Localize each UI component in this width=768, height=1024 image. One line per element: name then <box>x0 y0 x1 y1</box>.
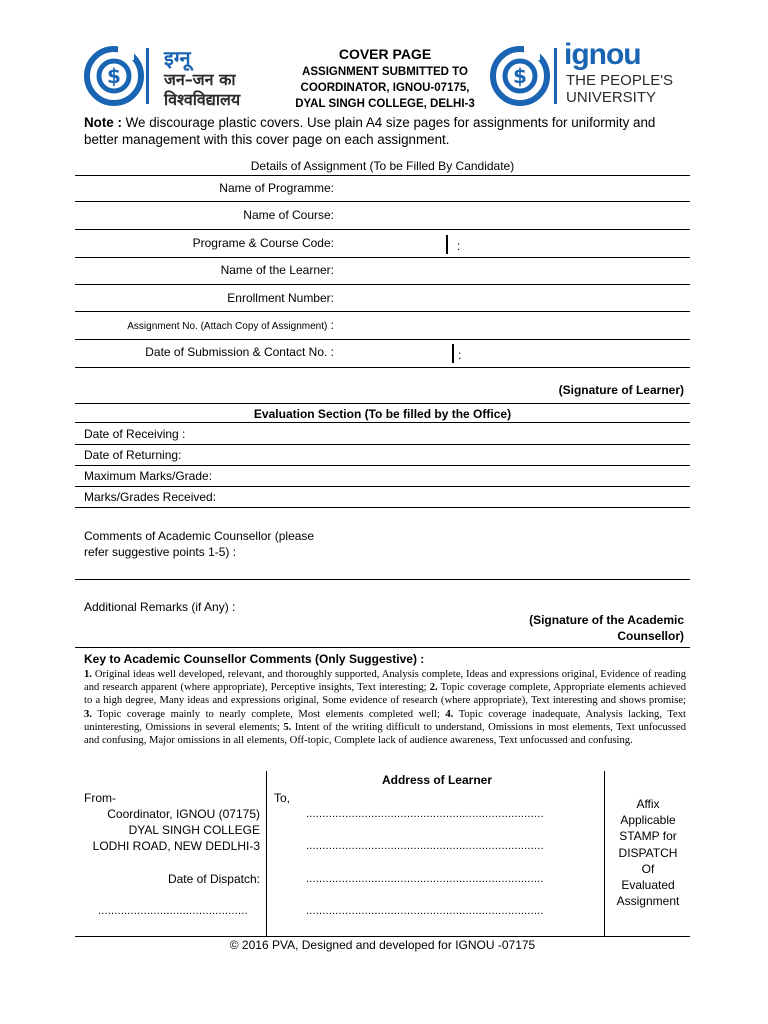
learner-address-heading: Address of Learner <box>381 773 493 787</box>
key-item-text: Topic coverage mainly to nearly complete, Most elements completed well; <box>91 708 446 720</box>
svg-text:$: $ <box>107 64 121 88</box>
footer-copyright: © 2016 PVA, Designed and developed for IGNOU -07175 <box>229 938 536 952</box>
key-items <box>84 668 686 747</box>
eval-row-max-marks: Maximum Marks/Grade: <box>84 469 213 483</box>
key-item-text: Original ideas well developed, relevant, and thoroughly supported, Analysis complete, Ideas and expressions original, Evidence of reading and research apparent (where appropriate), Perceptive insights, Text interesting; <box>84 669 686 694</box>
to-label: To, <box>274 791 291 805</box>
stamp-line: Assignment <box>616 894 680 909</box>
rule <box>75 175 690 176</box>
field-colon: : <box>327 318 334 332</box>
key-item-text: Topic coverage inadequate, Analysis lacking, Text uninteresting, Omissions in several elements; <box>84 708 686 733</box>
rule <box>75 339 690 340</box>
key-item-text: Topic coverage complete, Appropriate elements achieved to a high degree, Many ideas and expressions original, Some evidence of research (where appropriate), Text interesting and shows promise; <box>84 682 686 707</box>
key-item-number: 5. <box>283 721 292 733</box>
stamp-line: STAMP for <box>619 829 677 844</box>
comments-label-line-1: Comments of Academic Counsellor (please <box>84 529 315 543</box>
field-label: Name of Course: <box>243 208 334 222</box>
key-heading: Key to Academic Counsellor Comments (Only Suggestive) : <box>84 652 425 666</box>
to-address-line: ......................................................................... <box>306 873 544 885</box>
key-item-text: Intent of the writing difficult to understand, Omissions in most elements, Text unfocussed and confusing, Major omissions in all elements, Off-topic, Complete lack of audience awareness, Text unfocussed and confusing. <box>84 721 686 747</box>
right-logo <box>488 38 688 114</box>
stamp-box <box>608 796 688 909</box>
key-item-number: 3. <box>84 708 92 720</box>
stamp-line: DISPATCH <box>618 845 678 860</box>
logo-hindi-line-1: इग्नू <box>164 46 191 70</box>
field-divider <box>446 235 448 254</box>
field-label: Name of Programme: <box>219 181 334 195</box>
eval-row-marks-received: Marks/Grades Received: <box>84 490 217 504</box>
from-line-3: LODHI ROAD, NEW DEDLHI-3 <box>92 839 260 853</box>
key-item-number: 2. <box>429 682 438 694</box>
to-address-line: ......................................................................... <box>306 840 544 852</box>
from-line-2: DYAL SINGH COLLEGE <box>128 823 260 837</box>
rule <box>75 201 690 202</box>
field-label: Enrollment Number: <box>227 291 334 305</box>
from-label: From- <box>84 791 116 805</box>
subtitle-line-3: DYAL SINGH COLLEGE, DELHI-3 <box>295 98 475 110</box>
stamp-line: Affix <box>636 797 660 811</box>
logo-tagline-line-2: UNIVERSITY <box>566 89 657 106</box>
counsellor-signature-line-2: Counsellor) <box>617 629 684 643</box>
field-label: Programe & Course Code: <box>192 236 334 250</box>
address-divider-left <box>266 771 267 937</box>
logo-ignou-word: ignou <box>564 38 641 71</box>
to-address-line: ......................................................................... <box>306 905 544 917</box>
rule <box>75 311 690 312</box>
rule <box>75 257 690 258</box>
ignou-emblem-icon <box>84 44 154 108</box>
rule <box>75 367 690 368</box>
key-item-number: 1. <box>84 669 92 680</box>
field-label: Assignment No. (Attach Copy of Assignment) <box>127 321 328 332</box>
logo-hindi-line-2: जन–जन का <box>164 70 236 89</box>
subtitle-line-1: ASSIGNMENT SUBMITTED TO <box>302 66 468 78</box>
note-paragraph <box>84 114 689 148</box>
field-separator: : <box>457 239 461 253</box>
rule <box>75 507 690 508</box>
field-assignment-number <box>84 318 334 332</box>
evaluation-heading: Evaluation Section (To be filled by the Office) <box>253 407 512 421</box>
remarks-label: Additional Remarks (if Any) : <box>84 600 236 614</box>
rule <box>75 422 690 423</box>
counsellor-signature-line-1: (Signature of the Academic <box>529 613 684 627</box>
field-label: Date of Submission & Contact No. : <box>145 345 334 359</box>
address-divider-right <box>604 771 605 937</box>
stamp-line: Of <box>641 861 655 876</box>
stamp-line: Applicable <box>620 813 676 828</box>
ignou-emblem-icon <box>488 44 560 108</box>
logo-tagline-line-1: THE PEOPLE'S <box>566 72 674 89</box>
left-logo <box>84 44 284 114</box>
rule <box>75 647 690 648</box>
note-text: We discourage plastic covers. Use plain A4 size pages for assignments for uniformity and better management with this cover page on each assignment. <box>84 115 656 147</box>
eval-row-receiving: Date of Receiving : <box>84 427 186 441</box>
note-label: Note : <box>84 115 122 130</box>
field-separator: : <box>458 348 462 362</box>
from-line-1: Coordinator, IGNOU (07175) <box>107 807 260 821</box>
rule <box>75 403 690 404</box>
rule <box>75 444 690 445</box>
rule <box>75 465 690 466</box>
field-divider <box>452 344 454 363</box>
subtitle-line-2: COORDINATOR, IGNOU-07175, <box>300 82 470 94</box>
rule <box>75 936 690 937</box>
cover-title: COVER PAGE <box>338 46 432 62</box>
eval-row-returning: Date of Returning: <box>84 448 182 462</box>
stamp-line: Evaluated <box>621 878 675 893</box>
comments-label-line-2: refer suggestive points 1-5) : <box>84 545 237 559</box>
rule <box>75 486 690 487</box>
details-heading: Details of Assignment (To be Filled By Candidate) <box>250 159 515 173</box>
field-label: Name of the Learner: <box>220 263 334 277</box>
rule <box>75 579 690 580</box>
learner-signature: (Signature of Learner) <box>558 383 684 397</box>
svg-text:$: $ <box>513 64 527 88</box>
rule <box>75 284 690 285</box>
dispatch-date-dots: .............................................. <box>98 905 248 917</box>
rule <box>75 229 690 230</box>
logo-hindi-line-3: विश्वविद्यालय <box>164 90 241 109</box>
to-address-line: ......................................................................... <box>306 808 544 820</box>
key-item-number: 4. <box>445 708 454 720</box>
dispatch-date-label: Date of Dispatch: <box>167 872 260 886</box>
